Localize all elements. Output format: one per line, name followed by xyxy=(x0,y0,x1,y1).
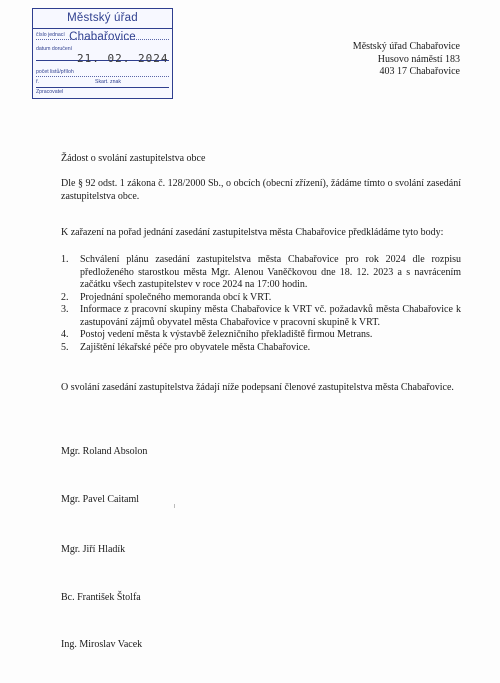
stamp-date: 21. 02. 2024 xyxy=(77,52,169,65)
stamp-row-reference: číslo jednací xyxy=(36,32,169,40)
stamp-row-r: ř. xyxy=(36,79,40,85)
registry-stamp xyxy=(32,8,173,99)
scan-mark xyxy=(174,504,175,508)
signatory: Mgr. Roland Absolon xyxy=(61,446,148,457)
recipient-address xyxy=(353,41,460,79)
address-line-2: Husovo náměstí 183 xyxy=(377,53,460,65)
agenda-item: 2. Projednání společného memoranda obcí k VRT. xyxy=(61,291,272,303)
stamp-row-sheets: počet listů/příloh xyxy=(36,69,169,77)
stamp-row-processor: Zpracovatel xyxy=(36,89,64,95)
paragraph-signature-intro: O svolání zasedání zastupitelstva žádají níže podepsaní členové zastupitelstva města Chabařovice. xyxy=(61,382,454,393)
paragraph-agenda-intro: K zařazení na pořad jednání zasedání zastupitelstva města Chabařovice předkládáme tyto body: xyxy=(61,227,444,238)
stamp-title: Městský úřad Chabařovice xyxy=(33,9,172,29)
signatory: Bc. František Štolfa xyxy=(61,592,141,603)
paragraph-request: Dle § 92 odst. 1 zákona č. 128/2000 Sb., o obcích (obecní zřízení), žádáme tímto o svolání zasedání zastupitelstva obce. xyxy=(61,178,461,202)
subject-line: Žádost o svolání zastupitelstva obce xyxy=(61,153,206,164)
address-line-1: Městský úřad Chabařovice xyxy=(352,41,460,52)
signatory: Mgr. Pavel Caitaml xyxy=(61,494,140,505)
stamp-row-shred: Skart. znak xyxy=(95,79,121,85)
signatory: Ing. Miroslav Vacek xyxy=(61,639,143,650)
signatory: Mgr. Jiří Hladík xyxy=(61,544,126,555)
agenda-item: 3. Informace z pracovní skupiny města Chabařovice k VRT vč. požadavků města Chabařovice k zastupování zájmů obyvatel města Chabařovice v pracovní skupině k VRT. xyxy=(61,304,461,328)
address-line-3: 403 17 Chabařovice xyxy=(379,66,460,77)
agenda-item: 4. Postoj vedení města k výstavbě železničního překladiště firmou Metrans. xyxy=(61,329,373,340)
agenda-item: 5. Zajištění lékařské péče pro obyvatele města Chabařovice. xyxy=(61,341,311,353)
stamp-row-date: datum doručení xyxy=(36,46,73,52)
agenda-list xyxy=(61,254,461,354)
agenda-item: 1. Schválení plánu zasedání zastupitelstva města Chabařovice pro rok 2024 dle rozpisu předloženého starostkou města Mgr. Alenou Vaněčkovou dne 18. 12. 2023 a s navrácením začátku všech zastupitelstev v roce 2024 na 17:00 hodin. xyxy=(61,254,461,290)
